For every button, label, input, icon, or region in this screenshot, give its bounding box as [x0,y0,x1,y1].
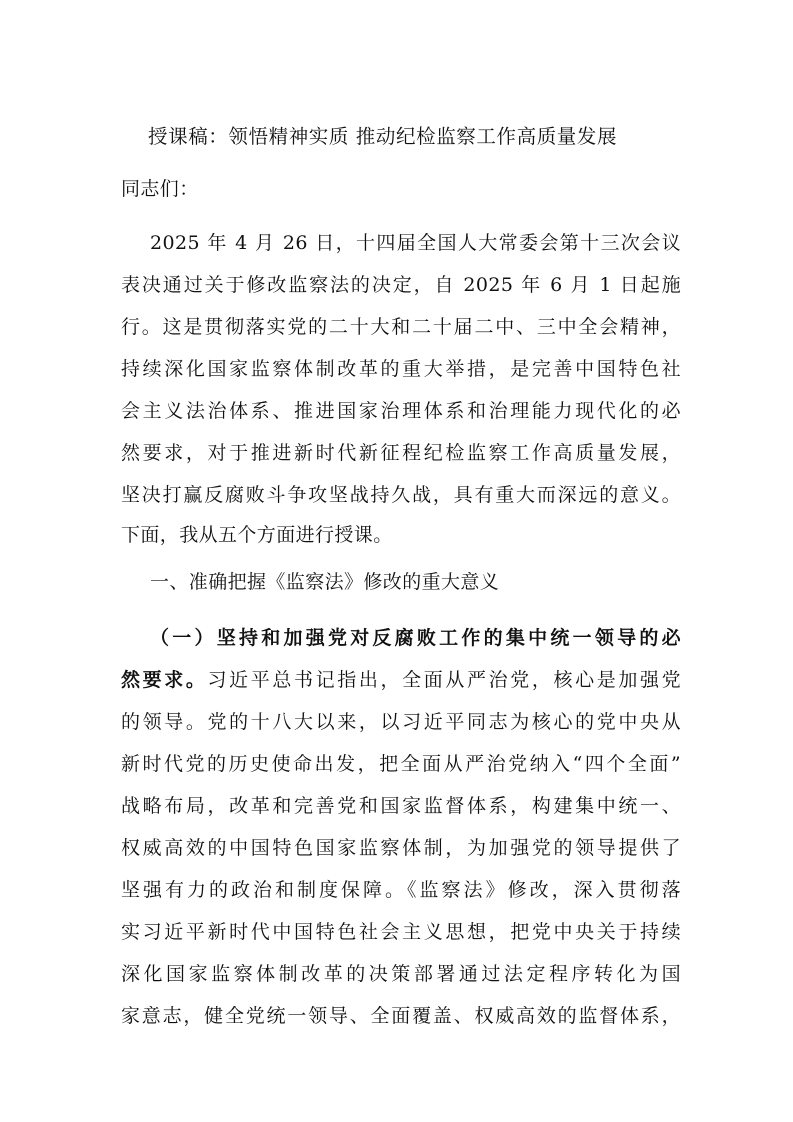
paragraph-line: 家意志，健全党统一领导、全面覆盖、权威高效的监督体系， [121,1005,681,1027]
paragraph-line: 坚强有力的政治和制度保障。《监察法》修改，深入贯彻落 [121,879,681,901]
paragraph-line [121,668,681,692]
intro-line: 表决通过关于修改监察法的决定，自 2025 年 6 月 1 日起施 [121,274,681,296]
intro-line: 2025 年 4 月 26 日，十四届全国人大常委会第十三次会议 [150,232,681,254]
paragraph-line: 新时代党的历史使命出发，把全面从严治党纳入“四个全面” [121,753,681,775]
intro-line: 然要求，对于推进新时代新征程纪检监察工作高质量发展， [121,442,681,464]
intro-line: 行。这是贯彻落实党的二十大和二十届二中、三中全会精神， [121,316,681,338]
subsection-heading-end: 然要求。 [121,669,208,691]
intro-line: 会主义法治体系、推进国家治理体系和治理能力现代化的必 [121,400,681,422]
section-heading: 一、准确把握《监察法》修改的重大意义 [150,571,500,593]
salutation: 同志们： [121,178,199,200]
intro-line: 坚决打赢反腐败斗争攻坚战持久战，具有重大而深远的意义。 [121,484,681,506]
paragraph-text: 习近平总书记指出，全面从严治党，核心是加强党 [207,669,681,691]
subsection-heading: （一）坚持和加强党对反腐败工作的集中统一领导的必 [150,627,681,649]
intro-line: 持续深化国家监察体制改革的重大举措，是完善中国特色社 [121,358,681,380]
paragraph-line: 战略布局，改革和完善党和国家监督体系，构建集中统一、 [121,795,681,817]
intro-line: 下面，我从五个方面进行授课。 [121,524,393,546]
paragraph-line: 的领导。党的十八大以来，以习近平同志为核心的党中央从 [121,711,681,733]
document-title: 授课稿：领悟精神实质 推动纪检监察工作高质量发展 [148,125,618,148]
paragraph-line: 实习近平新时代中国特色社会主义思想，把党中央关于持续 [121,921,681,943]
paragraph-line: 权威高效的中国特色国家监察体制，为加强党的领导提供了 [121,837,681,859]
paragraph-line: 深化国家监察体制改革的决策部署通过法定程序转化为国 [121,963,681,985]
